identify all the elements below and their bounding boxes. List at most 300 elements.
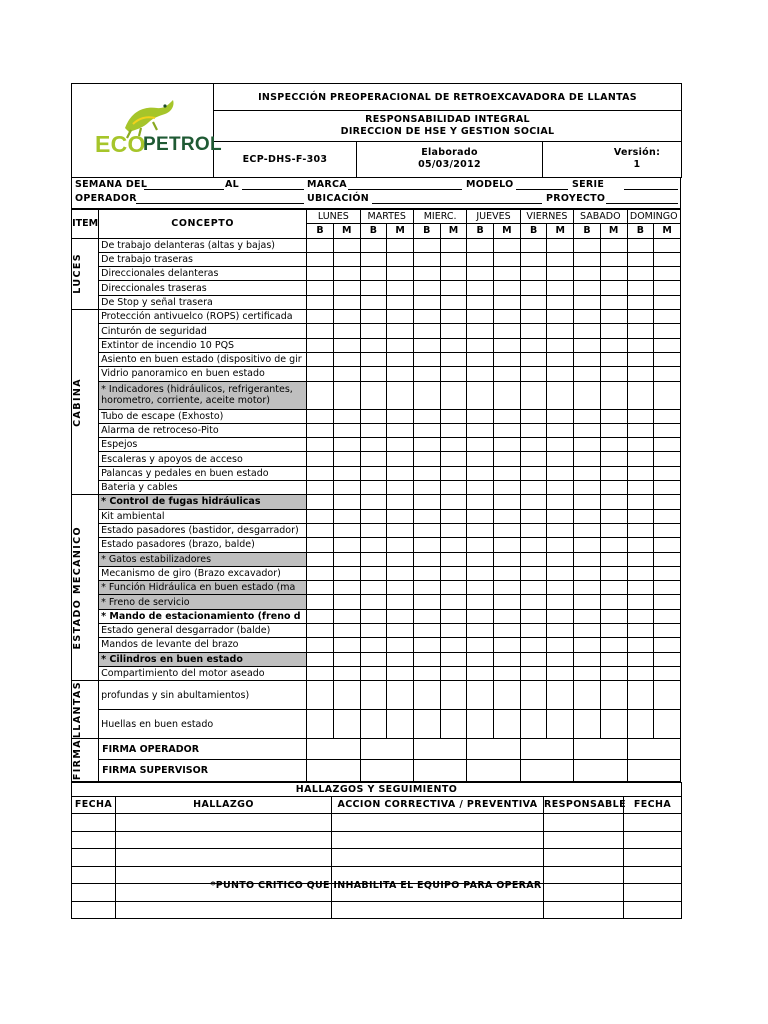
check-cell[interactable] [360,238,387,252]
check-cell[interactable] [494,338,521,352]
check-cell[interactable] [440,238,467,252]
check-cell[interactable] [387,509,414,523]
check-cell[interactable] [387,495,414,509]
check-cell[interactable] [307,295,334,309]
check-cell[interactable] [654,409,681,423]
check-cell[interactable] [654,523,681,537]
check-cell[interactable] [520,409,547,423]
check-cell[interactable] [333,595,360,609]
hallazgo-cell[interactable] [332,831,544,849]
check-cell[interactable] [654,624,681,638]
check-cell[interactable] [600,452,627,466]
check-cell[interactable] [360,252,387,266]
check-cell[interactable] [520,681,547,710]
check-cell[interactable] [627,566,654,580]
check-cell[interactable] [360,367,387,381]
firma-supervisor-cell[interactable] [413,760,466,781]
check-cell[interactable] [600,681,627,710]
check-cell[interactable] [574,281,601,295]
check-cell[interactable] [387,238,414,252]
check-cell[interactable] [307,581,334,595]
check-cell[interactable] [467,681,494,710]
check-cell[interactable] [627,238,654,252]
check-cell[interactable] [654,538,681,552]
check-cell[interactable] [600,495,627,509]
check-cell[interactable] [494,423,521,437]
check-cell[interactable] [494,452,521,466]
check-cell[interactable] [333,367,360,381]
check-cell[interactable] [360,409,387,423]
check-cell[interactable] [467,652,494,666]
check-cell[interactable] [387,310,414,324]
check-cell[interactable] [467,452,494,466]
check-cell[interactable] [413,352,440,366]
check-cell[interactable] [413,538,440,552]
check-cell[interactable] [333,295,360,309]
check-cell[interactable] [333,452,360,466]
check-cell[interactable] [467,466,494,480]
check-cell[interactable] [413,452,440,466]
check-cell[interactable] [627,338,654,352]
check-cell[interactable] [467,481,494,495]
check-cell[interactable] [413,552,440,566]
check-cell[interactable] [387,438,414,452]
check-cell[interactable] [467,281,494,295]
check-cell[interactable] [547,666,574,680]
check-cell[interactable] [627,281,654,295]
check-cell[interactable] [574,252,601,266]
check-cell[interactable] [547,624,574,638]
check-cell[interactable] [333,352,360,366]
check-cell[interactable] [574,438,601,452]
firma-supervisor-cell[interactable] [520,760,573,781]
check-cell[interactable] [520,438,547,452]
check-cell[interactable] [467,438,494,452]
check-cell[interactable] [600,338,627,352]
check-cell[interactable] [574,581,601,595]
check-cell[interactable] [520,295,547,309]
check-cell[interactable] [307,495,334,509]
check-cell[interactable] [627,423,654,437]
check-cell[interactable] [440,438,467,452]
firma-operador-cell[interactable] [467,739,520,760]
check-cell[interactable] [413,624,440,638]
check-cell[interactable] [600,566,627,580]
check-cell[interactable] [494,538,521,552]
hallazgo-cell[interactable] [624,901,682,919]
check-cell[interactable] [360,481,387,495]
hallazgo-cell[interactable] [116,901,332,919]
modelo-input[interactable] [516,189,568,190]
check-cell[interactable] [654,352,681,366]
check-cell[interactable] [494,523,521,537]
check-cell[interactable] [387,466,414,480]
check-cell[interactable] [494,681,521,710]
hallazgo-cell[interactable] [116,831,332,849]
check-cell[interactable] [520,238,547,252]
check-cell[interactable] [360,466,387,480]
check-cell[interactable] [600,310,627,324]
check-cell[interactable] [547,581,574,595]
check-cell[interactable] [654,310,681,324]
check-cell[interactable] [467,352,494,366]
check-cell[interactable] [387,481,414,495]
check-cell[interactable] [387,324,414,338]
check-cell[interactable] [440,281,467,295]
check-cell[interactable] [520,666,547,680]
check-cell[interactable] [494,481,521,495]
check-cell[interactable] [574,295,601,309]
check-cell[interactable] [654,710,681,739]
check-cell[interactable] [387,423,414,437]
check-cell[interactable] [360,552,387,566]
check-cell[interactable] [360,652,387,666]
check-cell[interactable] [360,267,387,281]
al-input[interactable] [242,189,304,190]
check-cell[interactable] [387,252,414,266]
check-cell[interactable] [494,324,521,338]
check-cell[interactable] [654,566,681,580]
check-cell[interactable] [520,495,547,509]
check-cell[interactable] [360,381,387,409]
check-cell[interactable] [520,538,547,552]
check-cell[interactable] [520,338,547,352]
check-cell[interactable] [307,352,334,366]
check-cell[interactable] [413,710,440,739]
check-cell[interactable] [413,409,440,423]
check-cell[interactable] [627,652,654,666]
check-cell[interactable] [360,538,387,552]
check-cell[interactable] [574,595,601,609]
check-cell[interactable] [413,324,440,338]
check-cell[interactable] [333,338,360,352]
hallazgo-cell[interactable] [624,831,682,849]
check-cell[interactable] [360,581,387,595]
check-cell[interactable] [387,652,414,666]
check-cell[interactable] [333,710,360,739]
check-cell[interactable] [547,481,574,495]
check-cell[interactable] [574,552,601,566]
hallazgo-cell[interactable] [332,814,544,832]
hallazgo-cell[interactable] [116,849,332,867]
check-cell[interactable] [520,381,547,409]
check-cell[interactable] [494,509,521,523]
check-cell[interactable] [600,423,627,437]
check-cell[interactable] [654,423,681,437]
check-cell[interactable] [307,652,334,666]
check-cell[interactable] [333,324,360,338]
hallazgo-cell[interactable] [332,901,544,919]
check-cell[interactable] [520,595,547,609]
check-cell[interactable] [440,295,467,309]
check-cell[interactable] [654,295,681,309]
check-cell[interactable] [387,381,414,409]
check-cell[interactable] [654,466,681,480]
check-cell[interactable] [547,595,574,609]
check-cell[interactable] [467,267,494,281]
check-cell[interactable] [440,552,467,566]
check-cell[interactable] [440,338,467,352]
check-cell[interactable] [494,581,521,595]
hallazgo-cell[interactable] [72,814,116,832]
check-cell[interactable] [467,409,494,423]
firma-supervisor-cell[interactable] [467,760,520,781]
check-cell[interactable] [627,624,654,638]
check-cell[interactable] [467,552,494,566]
check-cell[interactable] [547,267,574,281]
check-cell[interactable] [574,538,601,552]
check-cell[interactable] [307,523,334,537]
check-cell[interactable] [520,324,547,338]
check-cell[interactable] [654,252,681,266]
check-cell[interactable] [307,466,334,480]
check-cell[interactable] [467,509,494,523]
check-cell[interactable] [600,438,627,452]
firma-operador-cell[interactable] [360,739,413,760]
check-cell[interactable] [413,681,440,710]
check-cell[interactable] [654,681,681,710]
check-cell[interactable] [360,324,387,338]
check-cell[interactable] [654,324,681,338]
check-cell[interactable] [494,267,521,281]
check-cell[interactable] [494,495,521,509]
check-cell[interactable] [333,267,360,281]
check-cell[interactable] [387,581,414,595]
check-cell[interactable] [654,281,681,295]
check-cell[interactable] [387,566,414,580]
check-cell[interactable] [574,609,601,623]
check-cell[interactable] [387,409,414,423]
check-cell[interactable] [467,523,494,537]
check-cell[interactable] [600,295,627,309]
check-cell[interactable] [600,624,627,638]
check-cell[interactable] [413,481,440,495]
check-cell[interactable] [387,338,414,352]
check-cell[interactable] [467,367,494,381]
check-cell[interactable] [600,666,627,680]
check-cell[interactable] [494,281,521,295]
check-cell[interactable] [333,281,360,295]
hallazgo-cell[interactable] [624,814,682,832]
check-cell[interactable] [574,509,601,523]
check-cell[interactable] [333,624,360,638]
check-cell[interactable] [494,710,521,739]
check-cell[interactable] [440,466,467,480]
check-cell[interactable] [307,267,334,281]
check-cell[interactable] [413,495,440,509]
check-cell[interactable] [494,438,521,452]
hallazgo-cell[interactable] [624,849,682,867]
check-cell[interactable] [547,252,574,266]
check-cell[interactable] [547,495,574,509]
check-cell[interactable] [360,352,387,366]
firma-operador-cell[interactable] [413,739,466,760]
check-cell[interactable] [360,423,387,437]
check-cell[interactable] [547,638,574,652]
check-cell[interactable] [627,352,654,366]
check-cell[interactable] [547,381,574,409]
check-cell[interactable] [574,495,601,509]
check-cell[interactable] [654,338,681,352]
check-cell[interactable] [413,652,440,666]
check-cell[interactable] [494,310,521,324]
check-cell[interactable] [547,523,574,537]
check-cell[interactable] [307,481,334,495]
check-cell[interactable] [387,681,414,710]
check-cell[interactable] [333,681,360,710]
check-cell[interactable] [654,495,681,509]
check-cell[interactable] [627,466,654,480]
check-cell[interactable] [307,409,334,423]
check-cell[interactable] [547,438,574,452]
check-cell[interactable] [413,466,440,480]
check-cell[interactable] [307,609,334,623]
check-cell[interactable] [574,352,601,366]
check-cell[interactable] [333,238,360,252]
check-cell[interactable] [467,566,494,580]
check-cell[interactable] [307,252,334,266]
check-cell[interactable] [360,495,387,509]
check-cell[interactable] [360,566,387,580]
check-cell[interactable] [387,595,414,609]
check-cell[interactable] [520,452,547,466]
check-cell[interactable] [574,652,601,666]
check-cell[interactable] [333,509,360,523]
check-cell[interactable] [413,423,440,437]
check-cell[interactable] [440,638,467,652]
check-cell[interactable] [307,624,334,638]
check-cell[interactable] [654,666,681,680]
check-cell[interactable] [574,466,601,480]
check-cell[interactable] [307,281,334,295]
check-cell[interactable] [547,452,574,466]
check-cell[interactable] [333,652,360,666]
check-cell[interactable] [547,552,574,566]
check-cell[interactable] [600,552,627,566]
check-cell[interactable] [574,452,601,466]
check-cell[interactable] [520,281,547,295]
check-cell[interactable] [574,238,601,252]
check-cell[interactable] [574,710,601,739]
check-cell[interactable] [547,324,574,338]
check-cell[interactable] [520,352,547,366]
check-cell[interactable] [387,452,414,466]
check-cell[interactable] [520,509,547,523]
check-cell[interactable] [467,710,494,739]
check-cell[interactable] [307,638,334,652]
check-cell[interactable] [627,495,654,509]
check-cell[interactable] [360,666,387,680]
check-cell[interactable] [413,523,440,537]
check-cell[interactable] [440,624,467,638]
check-cell[interactable] [547,538,574,552]
check-cell[interactable] [654,367,681,381]
check-cell[interactable] [494,409,521,423]
check-cell[interactable] [627,710,654,739]
check-cell[interactable] [600,367,627,381]
check-cell[interactable] [520,267,547,281]
check-cell[interactable] [307,566,334,580]
check-cell[interactable] [413,367,440,381]
check-cell[interactable] [413,566,440,580]
operador-input[interactable] [136,203,304,204]
proyecto-input[interactable] [606,203,678,204]
check-cell[interactable] [333,666,360,680]
check-cell[interactable] [307,438,334,452]
check-cell[interactable] [413,338,440,352]
check-cell[interactable] [440,595,467,609]
check-cell[interactable] [600,538,627,552]
check-cell[interactable] [654,238,681,252]
check-cell[interactable] [413,581,440,595]
check-cell[interactable] [440,352,467,366]
check-cell[interactable] [440,495,467,509]
check-cell[interactable] [307,338,334,352]
check-cell[interactable] [333,409,360,423]
check-cell[interactable] [413,252,440,266]
check-cell[interactable] [440,252,467,266]
hallazgo-cell[interactable] [544,814,624,832]
check-cell[interactable] [307,552,334,566]
check-cell[interactable] [520,423,547,437]
check-cell[interactable] [467,666,494,680]
check-cell[interactable] [654,581,681,595]
check-cell[interactable] [600,523,627,537]
check-cell[interactable] [600,466,627,480]
check-cell[interactable] [333,638,360,652]
hallazgo-cell[interactable] [544,901,624,919]
check-cell[interactable] [387,624,414,638]
check-cell[interactable] [600,638,627,652]
firma-supervisor-cell[interactable] [627,760,681,781]
check-cell[interactable] [494,552,521,566]
serie-input[interactable] [624,189,678,190]
check-cell[interactable] [574,638,601,652]
check-cell[interactable] [547,566,574,580]
check-cell[interactable] [467,324,494,338]
check-cell[interactable] [600,252,627,266]
check-cell[interactable] [467,638,494,652]
check-cell[interactable] [627,666,654,680]
check-cell[interactable] [467,423,494,437]
check-cell[interactable] [547,652,574,666]
check-cell[interactable] [307,381,334,409]
check-cell[interactable] [360,624,387,638]
check-cell[interactable] [547,423,574,437]
check-cell[interactable] [574,338,601,352]
check-cell[interactable] [520,466,547,480]
check-cell[interactable] [600,324,627,338]
check-cell[interactable] [547,466,574,480]
check-cell[interactable] [654,381,681,409]
check-cell[interactable] [574,681,601,710]
check-cell[interactable] [547,681,574,710]
check-cell[interactable] [654,609,681,623]
check-cell[interactable] [600,710,627,739]
check-cell[interactable] [360,638,387,652]
check-cell[interactable] [333,466,360,480]
check-cell[interactable] [467,595,494,609]
check-cell[interactable] [600,652,627,666]
check-cell[interactable] [387,666,414,680]
check-cell[interactable] [360,281,387,295]
check-cell[interactable] [440,652,467,666]
check-cell[interactable] [360,710,387,739]
check-cell[interactable] [307,452,334,466]
check-cell[interactable] [387,352,414,366]
check-cell[interactable] [600,581,627,595]
check-cell[interactable] [600,238,627,252]
